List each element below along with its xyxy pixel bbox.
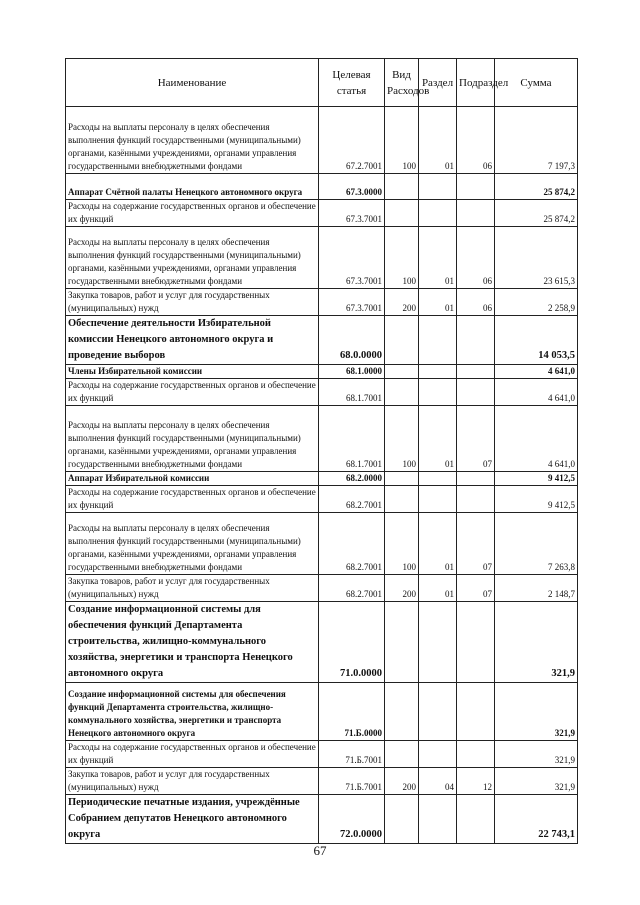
header-sum: Сумма bbox=[495, 59, 578, 107]
header-row bbox=[66, 59, 578, 107]
cell-sum: 7 197,3 bbox=[495, 107, 578, 174]
cell-name: Расходы на содержание государственных органов и обеспечение их функций bbox=[66, 200, 319, 227]
cell-subsection bbox=[457, 174, 495, 200]
cell-sum: 9 412,5 bbox=[495, 486, 578, 513]
table-row bbox=[66, 316, 578, 365]
cell-sum: 321,9 bbox=[495, 602, 578, 683]
cell-sum: 4 641,0 bbox=[495, 406, 578, 472]
cell-code: 68.2.7001 bbox=[319, 486, 385, 513]
cell-name: Аппарат Счётной палаты Ненецкого автономного округа bbox=[66, 174, 319, 200]
cell-name: Создание информационной системы для обеспечения функций Департамента строительства, жилищно-коммунального хозяйства, энергетики и транспорта Ненецкого автономного округа bbox=[66, 602, 319, 683]
cell-code: 68.2.7001 bbox=[319, 575, 385, 602]
cell-name: Расходы на выплаты персоналу в целях обеспечения выполнения функций государственными (муниципальными) органами, казёнными учреждениями, органами управления государственными внебюджетными фондами bbox=[66, 513, 319, 575]
cell-code: 71.Б.7001 bbox=[319, 741, 385, 768]
cell-name: Периодические печатные издания, учреждённые Собранием депутатов Ненецкого автономного округа bbox=[66, 795, 319, 844]
cell-name: Члены Избирательной комиссии bbox=[66, 365, 319, 379]
cell-sum: 4 641,0 bbox=[495, 365, 578, 379]
cell-name: Закупка товаров, работ и услуг для государственных (муниципальных) нужд bbox=[66, 575, 319, 602]
cell-section: 04 bbox=[419, 768, 457, 795]
cell-type bbox=[385, 683, 419, 741]
table-row bbox=[66, 200, 578, 227]
table-row bbox=[66, 768, 578, 795]
cell-subsection bbox=[457, 200, 495, 227]
cell-type: 200 bbox=[385, 289, 419, 316]
cell-code: 67.3.7001 bbox=[319, 227, 385, 289]
cell-sum: 2 148,7 bbox=[495, 575, 578, 602]
page-number: 67 bbox=[313, 843, 327, 858]
table-row bbox=[66, 513, 578, 575]
cell-name: Закупка товаров, работ и услуг для государственных (муниципальных) нужд bbox=[66, 289, 319, 316]
cell-code: 72.0.0000 bbox=[319, 795, 385, 844]
cell-section: 01 bbox=[419, 289, 457, 316]
cell-type: 100 bbox=[385, 107, 419, 174]
cell-code: 71.0.0000 bbox=[319, 602, 385, 683]
cell-subsection: 07 bbox=[457, 406, 495, 472]
cell-type bbox=[385, 795, 419, 844]
cell-code: 68.1.7001 bbox=[319, 406, 385, 472]
cell-code: 71.Б.7001 bbox=[319, 768, 385, 795]
cell-subsection bbox=[457, 795, 495, 844]
table-row bbox=[66, 575, 578, 602]
cell-code: 67.3.7001 bbox=[319, 200, 385, 227]
cell-name: Расходы на выплаты персоналу в целях обеспечения выполнения функций государственными (муниципальными) органами, казёнными учреждениями, органами управления государственными внебюджетными фондами bbox=[66, 406, 319, 472]
cell-code: 68.2.7001 bbox=[319, 513, 385, 575]
cell-type: 100 bbox=[385, 513, 419, 575]
cell-type bbox=[385, 472, 419, 486]
cell-section bbox=[419, 741, 457, 768]
cell-sum: 14 053,5 bbox=[495, 316, 578, 365]
cell-sum: 22 743,1 bbox=[495, 795, 578, 844]
cell-type bbox=[385, 365, 419, 379]
table-row bbox=[66, 365, 578, 379]
cell-section: 01 bbox=[419, 575, 457, 602]
cell-name: Создание информационной системы для обеспечения функций Департамента строительства, жилищно-коммунального хозяйства, энергетики и транспорта Ненецкого автономного округа bbox=[66, 683, 319, 741]
cell-subsection: 07 bbox=[457, 575, 495, 602]
header-code: Целевая статья bbox=[319, 59, 385, 107]
cell-subsection: 06 bbox=[457, 289, 495, 316]
cell-subsection bbox=[457, 602, 495, 683]
cell-subsection: 07 bbox=[457, 513, 495, 575]
cell-section: 01 bbox=[419, 107, 457, 174]
cell-code: 68.0.0000 bbox=[319, 316, 385, 365]
cell-code: 67.3.0000 bbox=[319, 174, 385, 200]
cell-subsection bbox=[457, 379, 495, 406]
cell-code: 71.Б.0000 bbox=[319, 683, 385, 741]
header-section: Раздел bbox=[419, 59, 457, 107]
cell-type bbox=[385, 379, 419, 406]
cell-name: Расходы на выплаты персоналу в целях обеспечения выполнения функций государственными (муниципальными) органами, казёнными учреждениями, органами управления государственными внебюджетными фондами bbox=[66, 227, 319, 289]
table-row bbox=[66, 602, 578, 683]
cell-sum: 2 258,9 bbox=[495, 289, 578, 316]
cell-sum: 4 641,0 bbox=[495, 379, 578, 406]
cell-section: 01 bbox=[419, 406, 457, 472]
cell-type: 200 bbox=[385, 768, 419, 795]
table-row bbox=[66, 379, 578, 406]
cell-sum: 23 615,3 bbox=[495, 227, 578, 289]
table-row bbox=[66, 107, 578, 174]
table-row bbox=[66, 795, 578, 844]
cell-subsection bbox=[457, 472, 495, 486]
cell-type: 200 bbox=[385, 575, 419, 602]
table-row bbox=[66, 741, 578, 768]
table-row bbox=[66, 174, 578, 200]
table-row bbox=[66, 683, 578, 741]
cell-code: 68.1.7001 bbox=[319, 379, 385, 406]
cell-sum: 7 263,8 bbox=[495, 513, 578, 575]
table-row bbox=[66, 227, 578, 289]
cell-code: 67.3.7001 bbox=[319, 289, 385, 316]
cell-section bbox=[419, 683, 457, 741]
cell-subsection bbox=[457, 683, 495, 741]
cell-sum: 321,9 bbox=[495, 683, 578, 741]
cell-name: Обеспечение деятельности Избирательной комиссии Ненецкого автономного округа и проведение выборов bbox=[66, 316, 319, 365]
cell-type bbox=[385, 174, 419, 200]
cell-section bbox=[419, 174, 457, 200]
cell-sum: 321,9 bbox=[495, 768, 578, 795]
cell-subsection: 06 bbox=[457, 107, 495, 174]
cell-subsection: 12 bbox=[457, 768, 495, 795]
cell-sum: 321,9 bbox=[495, 741, 578, 768]
table-row bbox=[66, 472, 578, 486]
cell-section bbox=[419, 379, 457, 406]
cell-type: 100 bbox=[385, 227, 419, 289]
cell-type bbox=[385, 486, 419, 513]
cell-type bbox=[385, 602, 419, 683]
table-row bbox=[66, 289, 578, 316]
header-subsection: Подраздел bbox=[457, 59, 495, 107]
cell-section: 01 bbox=[419, 513, 457, 575]
cell-section bbox=[419, 200, 457, 227]
cell-name: Расходы на выплаты персоналу в целях обеспечения выполнения функций государственными (муниципальными) органами, казёнными учреждениями, органами управления государственными внебюджетными фондами bbox=[66, 107, 319, 174]
cell-section bbox=[419, 316, 457, 365]
cell-section bbox=[419, 795, 457, 844]
header-name: Наименование bbox=[66, 59, 319, 107]
cell-code: 68.1.0000 bbox=[319, 365, 385, 379]
table-row bbox=[66, 406, 578, 472]
cell-subsection bbox=[457, 741, 495, 768]
cell-type: 100 bbox=[385, 406, 419, 472]
cell-name: Расходы на содержание государственных органов и обеспечение их функций bbox=[66, 486, 319, 513]
cell-section bbox=[419, 472, 457, 486]
cell-subsection: 06 bbox=[457, 227, 495, 289]
cell-code: 67.2.7001 bbox=[319, 107, 385, 174]
cell-name: Закупка товаров, работ и услуг для государственных (муниципальных) нужд bbox=[66, 768, 319, 795]
cell-sum: 9 412,5 bbox=[495, 472, 578, 486]
cell-code: 68.2.0000 bbox=[319, 472, 385, 486]
cell-section bbox=[419, 486, 457, 513]
cell-sum: 25 874,2 bbox=[495, 200, 578, 227]
cell-subsection bbox=[457, 486, 495, 513]
cell-type bbox=[385, 741, 419, 768]
cell-sum: 25 874,2 bbox=[495, 174, 578, 200]
cell-name: Расходы на содержание государственных органов и обеспечение их функций bbox=[66, 741, 319, 768]
cell-section bbox=[419, 602, 457, 683]
cell-name: Расходы на содержание государственных органов и обеспечение их функций bbox=[66, 379, 319, 406]
table-row bbox=[66, 486, 578, 513]
cell-section bbox=[419, 365, 457, 379]
cell-subsection bbox=[457, 365, 495, 379]
header-type: Вид Расходов bbox=[385, 59, 419, 107]
cell-type bbox=[385, 316, 419, 365]
cell-type bbox=[385, 200, 419, 227]
cell-name: Аппарат Избирательной комиссии bbox=[66, 472, 319, 486]
cell-section: 01 bbox=[419, 227, 457, 289]
budget-table bbox=[65, 58, 578, 844]
cell-subsection bbox=[457, 316, 495, 365]
